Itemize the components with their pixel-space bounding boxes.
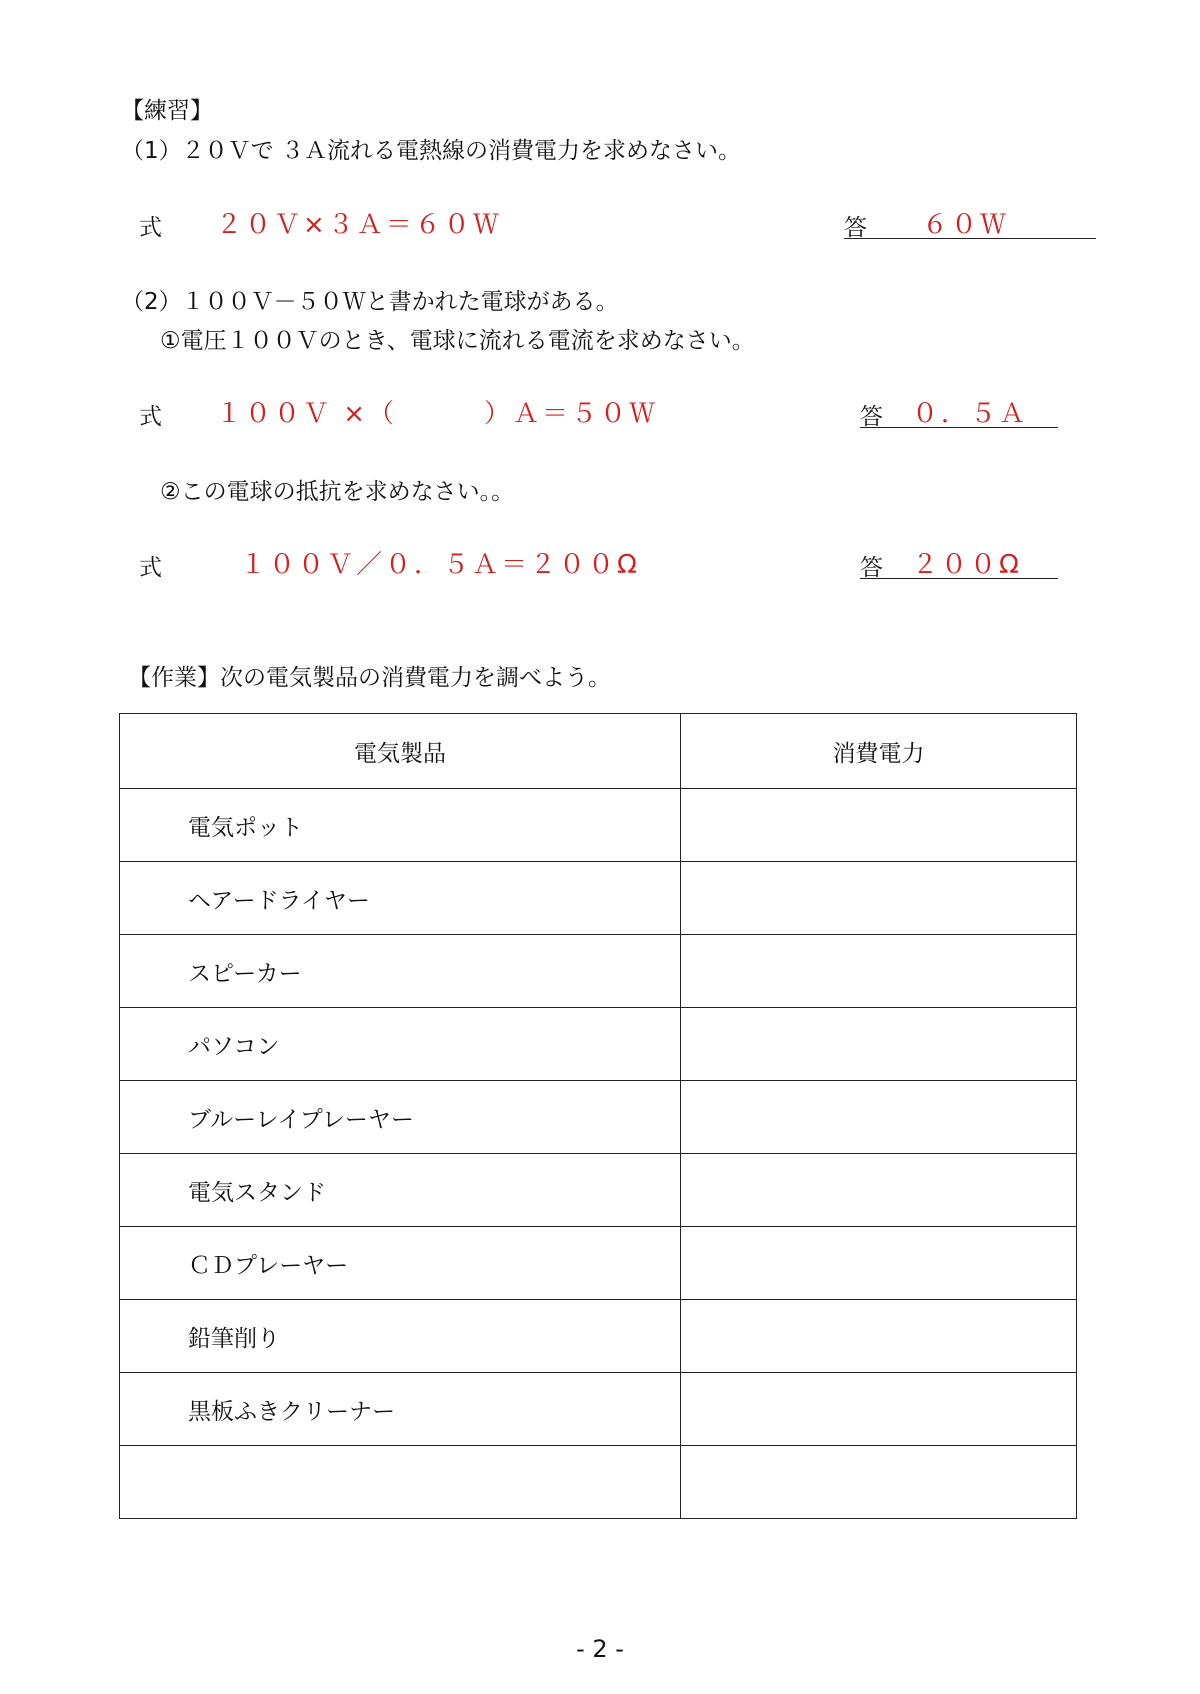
work-heading: 【作業】次の電気製品の消費電力を調べよう。 (128, 665, 611, 691)
table-row (120, 1227, 1077, 1300)
appliance-name (120, 1446, 681, 1519)
question-2-sub2: ②この電球の抵抗を求めなさい。。 (160, 479, 515, 505)
table-row (120, 1300, 1077, 1373)
table-row (120, 1008, 1077, 1081)
q2-2-answer: ２００Ω (912, 550, 1022, 580)
power-cell (681, 1154, 1077, 1227)
appliance-name: 電気スタンド (120, 1154, 681, 1227)
q1-formula: ２０Ｖ×３Ａ＝６０Ｗ (216, 210, 502, 240)
appliance-power-table (119, 713, 1077, 1519)
power-cell (681, 1227, 1077, 1300)
header-power: 消費電力 (681, 714, 1077, 789)
q1-answer: ６０Ｗ (922, 210, 1010, 240)
q2-2-shiki-label: 式 (139, 555, 162, 581)
appliance-name: 黒板ふきクリーナー (120, 1373, 681, 1446)
power-cell (681, 1008, 1077, 1081)
table-row (120, 935, 1077, 1008)
appliance-name: ブルーレイプレーヤー (120, 1081, 681, 1154)
q1-answer-label: 答 (844, 215, 867, 241)
header-appliance: 電気製品 (120, 714, 681, 789)
power-cell (681, 789, 1077, 862)
table-header-row (120, 714, 1077, 789)
q2-1-answer-underline (860, 427, 1058, 428)
power-cell (681, 1300, 1077, 1373)
q2-1-formula-right: ）Ａ＝５０Ｗ (484, 399, 659, 429)
appliance-name: スピーカー (120, 935, 681, 1008)
practice-heading: 【練習】 (121, 98, 213, 124)
power-cell (681, 1373, 1077, 1446)
power-cell (681, 935, 1077, 1008)
power-cell (681, 1081, 1077, 1154)
table-row (120, 1446, 1077, 1519)
appliance-name: ＣＤプレーヤー (120, 1227, 681, 1300)
q2-2-answer-label: 答 (860, 555, 883, 581)
question-1: （1）２０Ｖで ３Ａ流れる電熱線の消費電力を求めなさい。 (121, 138, 741, 164)
q2-2-formula: １００Ｖ／０．５Ａ＝２００Ω (240, 550, 640, 580)
question-2-sub1: ①電圧１００Ｖのとき、電球に流れる電流を求めなさい。 (160, 328, 755, 354)
appliance-name: ヘアードライヤー (120, 862, 681, 935)
appliance-name: 電気ポット (120, 789, 681, 862)
appliance-name: パソコン (120, 1008, 681, 1081)
q1-shiki-label: 式 (139, 215, 162, 241)
q2-1-answer: ０．５Ａ (912, 399, 1029, 429)
power-cell (681, 862, 1077, 935)
q2-1-formula-left: １００Ｖ ×（ (216, 399, 398, 429)
q2-1-answer-label: 答 (860, 404, 883, 430)
power-cell (681, 1446, 1077, 1519)
q2-1-shiki-label: 式 (139, 404, 162, 430)
q1-answer-underline (844, 238, 1096, 239)
page-number: - 2 - (576, 1635, 624, 1663)
appliance-name: 鉛筆削り (120, 1300, 681, 1373)
table-row (120, 1373, 1077, 1446)
table-row (120, 789, 1077, 862)
q2-2-answer-underline (860, 578, 1058, 579)
table-row (120, 862, 1077, 935)
table-row (120, 1081, 1077, 1154)
question-2: （2）１００Ｖ－５０Ｗと書かれた電球がある。 (121, 289, 619, 315)
table-row (120, 1154, 1077, 1227)
